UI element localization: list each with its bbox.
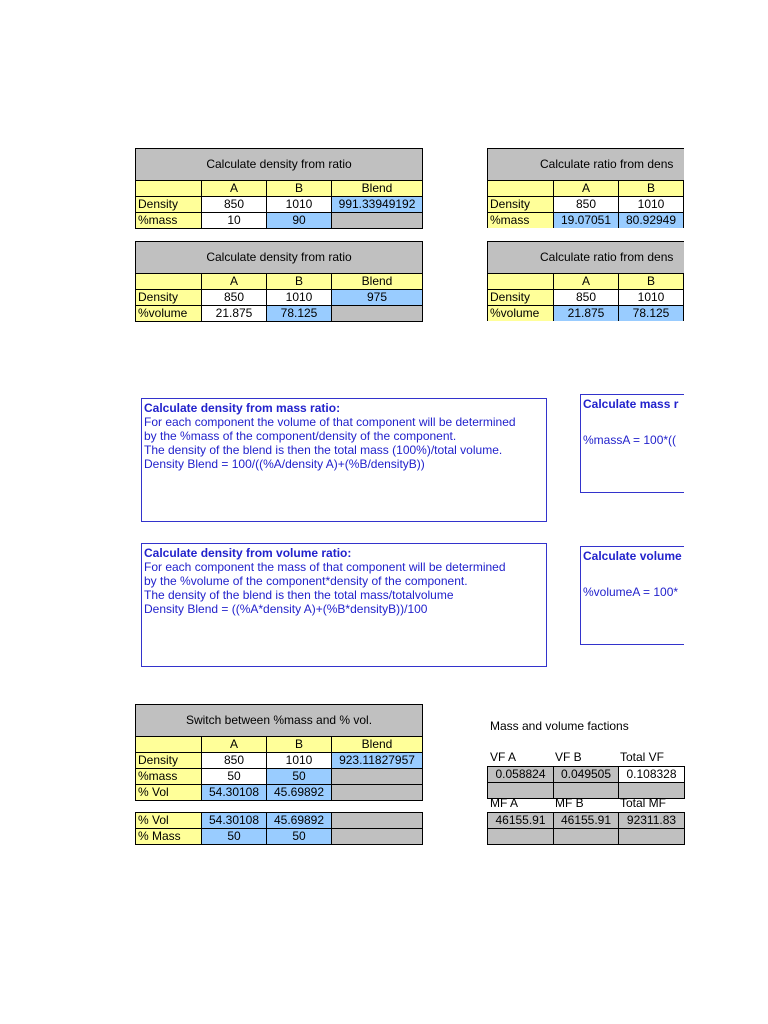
header-cell: A bbox=[202, 274, 267, 290]
result-cell[interactable]: 975 bbox=[332, 290, 423, 306]
input-cell[interactable]: 850 bbox=[202, 753, 267, 769]
header-cell: B bbox=[267, 737, 332, 753]
note-formula: %massA = 100*(( bbox=[583, 433, 677, 447]
switch-summary-table bbox=[135, 812, 423, 845]
fraction-cell[interactable]: 92311.83 bbox=[619, 813, 685, 829]
empty-cell[interactable] bbox=[684, 306, 685, 322]
fraction-cell[interactable]: 46155.91 bbox=[488, 813, 554, 829]
input-cell[interactable]: 10 bbox=[202, 213, 267, 229]
volume-ratio-note bbox=[141, 543, 547, 667]
input-cell[interactable]: 50 bbox=[202, 769, 267, 785]
note-title: Calculate mass r bbox=[583, 397, 679, 411]
header-cell: B bbox=[267, 274, 332, 290]
input-cell[interactable]: 1010 bbox=[619, 197, 684, 213]
table-title: Switch between %mass and % vol. bbox=[136, 705, 423, 737]
density-from-volume-ratio-table bbox=[135, 241, 423, 322]
result-cell[interactable]: 19.07051 bbox=[554, 213, 619, 229]
empty-cell[interactable] bbox=[488, 829, 554, 845]
result-cell[interactable]: 50 bbox=[267, 829, 332, 845]
row-label: Density bbox=[488, 290, 554, 306]
empty-cell[interactable] bbox=[332, 785, 423, 801]
result-cell[interactable]: 54.30108 bbox=[202, 785, 267, 801]
vf-table bbox=[487, 766, 685, 799]
input-cell[interactable]: 1010 bbox=[267, 197, 332, 213]
table-title: Calculate ratio from dens bbox=[488, 242, 685, 274]
volume-ratio-right-note-clip bbox=[580, 546, 684, 646]
note-line: The density of the blend is then the total mass/totalvolume bbox=[144, 588, 454, 602]
row-label: %volume bbox=[488, 306, 554, 322]
result-cell[interactable]: 78.125 bbox=[267, 306, 332, 322]
header-cell bbox=[488, 181, 554, 197]
empty-cell[interactable] bbox=[619, 829, 685, 845]
header-cell bbox=[684, 181, 685, 197]
input-cell[interactable]: 1010 bbox=[267, 290, 332, 306]
input-cell[interactable]: 21.875 bbox=[202, 306, 267, 322]
row-label: %volume bbox=[136, 306, 202, 322]
switch-mass-volume-table bbox=[135, 704, 423, 801]
note-title: Calculate volume bbox=[583, 549, 682, 563]
result-cell[interactable]: 50 bbox=[267, 769, 332, 785]
result-cell[interactable]: 50 bbox=[202, 829, 267, 845]
header-cell: Blend bbox=[332, 737, 423, 753]
mass-ratio-note bbox=[141, 398, 547, 522]
input-cell[interactable]: 1010 bbox=[619, 290, 684, 306]
note-title: Calculate density from mass ratio: bbox=[144, 401, 341, 415]
note-line: by the %volume of the component*density of the component. bbox=[144, 574, 468, 588]
empty-cell[interactable] bbox=[332, 829, 423, 845]
header-cell: Blend bbox=[332, 181, 423, 197]
empty-cell[interactable] bbox=[332, 813, 423, 829]
total-vf-label: Total VF bbox=[620, 750, 665, 764]
header-cell bbox=[488, 274, 554, 290]
input-cell[interactable] bbox=[684, 290, 685, 306]
row-label: % Mass bbox=[136, 829, 202, 845]
note-line: For each component the mass of that component will be determined bbox=[144, 560, 506, 574]
note-title: Calculate density from volume ratio: bbox=[144, 546, 352, 560]
header-cell: B bbox=[619, 181, 684, 197]
input-cell[interactable]: 850 bbox=[202, 197, 267, 213]
row-label: %mass bbox=[488, 213, 554, 229]
result-cell[interactable]: 923.11827957 bbox=[332, 753, 423, 769]
header-cell: A bbox=[202, 181, 267, 197]
header-cell: B bbox=[267, 181, 332, 197]
mf-b-label: MF B bbox=[555, 796, 584, 810]
vf-b-label: VF B bbox=[555, 750, 582, 764]
fraction-cell[interactable]: 0.049505 bbox=[554, 767, 619, 783]
note-line: Density Blend = ((%A*density A)+(%B*densityB))/100 bbox=[144, 602, 428, 616]
mass-ratio-right-note bbox=[580, 394, 684, 493]
fractions-title: Mass and volume factions bbox=[490, 719, 629, 733]
note-formula: %volumeA = 100* bbox=[583, 585, 679, 599]
note-line: The density of the blend is then the total mass (100%)/total volume. bbox=[144, 443, 503, 457]
total-mf-label: Total MF bbox=[620, 796, 667, 810]
input-cell[interactable]: 850 bbox=[554, 290, 619, 306]
result-cell[interactable]: 45.69892 bbox=[267, 813, 332, 829]
ratio-from-density-volume-table bbox=[487, 241, 684, 321]
mf-table bbox=[487, 812, 685, 845]
header-cell bbox=[136, 737, 202, 753]
row-label: Density bbox=[136, 290, 202, 306]
row-label: Density bbox=[488, 197, 554, 213]
result-cell[interactable]: 78.125 bbox=[619, 306, 684, 322]
row-label: % Vol bbox=[136, 785, 202, 801]
input-cell[interactable]: 850 bbox=[554, 197, 619, 213]
header-cell: Blend bbox=[332, 274, 423, 290]
mf-a-label: MF A bbox=[490, 796, 519, 810]
row-label: Density bbox=[136, 753, 202, 769]
empty-cell[interactable] bbox=[554, 829, 619, 845]
empty-cell[interactable] bbox=[332, 769, 423, 785]
vf-a-label: VF A bbox=[490, 750, 517, 764]
row-label: Density bbox=[136, 197, 202, 213]
header-cell bbox=[136, 274, 202, 290]
table-title: Calculate ratio from dens bbox=[488, 149, 685, 181]
note-line: by the %mass of the component/density of the component. bbox=[144, 429, 457, 443]
header-cell bbox=[136, 181, 202, 197]
row-label: % Vol bbox=[136, 813, 202, 829]
result-cell[interactable]: 21.875 bbox=[554, 306, 619, 322]
header-cell: B bbox=[619, 274, 684, 290]
result-cell[interactable]: 991.33949192 bbox=[332, 197, 423, 213]
empty-cell[interactable] bbox=[332, 306, 423, 322]
result-cell[interactable]: 80.92949 bbox=[619, 213, 684, 229]
fraction-cell[interactable]: 46155.91 bbox=[554, 813, 619, 829]
mass-ratio-right-note-clip bbox=[580, 394, 684, 494]
result-cell[interactable]: 54.30108 bbox=[202, 813, 267, 829]
header-cell bbox=[684, 274, 685, 290]
input-cell[interactable] bbox=[684, 197, 685, 213]
volume-ratio-right-note bbox=[580, 546, 684, 645]
header-cell: A bbox=[202, 737, 267, 753]
table-title: Calculate density from ratio bbox=[136, 242, 423, 274]
ratio-from-density-mass-table bbox=[487, 148, 684, 228]
input-cell[interactable]: 1010 bbox=[267, 753, 332, 769]
table-title: Calculate density from ratio bbox=[136, 149, 423, 181]
row-label: %mass bbox=[136, 769, 202, 785]
density-from-mass-ratio-table bbox=[135, 148, 423, 229]
empty-cell[interactable] bbox=[332, 213, 423, 229]
input-cell[interactable]: 850 bbox=[202, 290, 267, 306]
row-label: %mass bbox=[136, 213, 202, 229]
fraction-cell[interactable]: 0.058824 bbox=[488, 767, 554, 783]
note-line: Density Blend = 100/((%A/density A)+(%B/densityB)) bbox=[144, 457, 425, 471]
note-line: For each component the volume of that component will be determined bbox=[144, 415, 516, 429]
empty-cell[interactable] bbox=[684, 213, 685, 229]
result-cell[interactable]: 45.69892 bbox=[267, 785, 332, 801]
header-cell: A bbox=[554, 274, 619, 290]
fraction-cell[interactable]: 0.108328 bbox=[619, 767, 685, 783]
result-cell[interactable]: 90 bbox=[267, 213, 332, 229]
header-cell: A bbox=[554, 181, 619, 197]
